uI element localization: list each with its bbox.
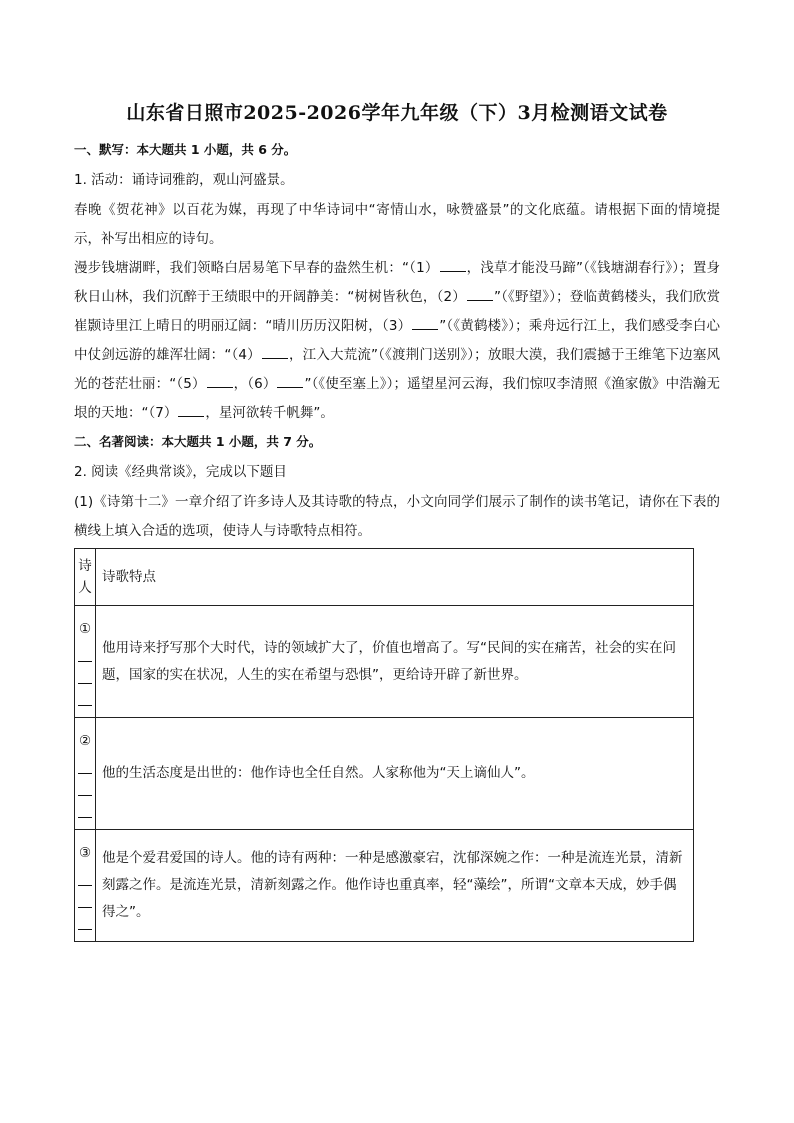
table-row [75, 606, 694, 718]
answer-blank-4[interactable] [262, 344, 288, 359]
row-number-3: ③ [78, 844, 92, 861]
answer-blank-7[interactable] [178, 402, 204, 417]
reading-notes-table [74, 548, 694, 942]
poet-answer-line[interactable] [78, 640, 92, 662]
row-number-2: ② [78, 732, 92, 749]
poet-cell-1 [75, 606, 96, 718]
header-feature-cell: 诗歌特点 [96, 549, 694, 606]
exam-page [74, 100, 720, 942]
passage-part-f: ，（6） [233, 376, 277, 392]
header-poet-char-1: 诗 [78, 558, 92, 574]
page-title: 山东省日照市2025-2026学年九年级（下）3月检测语文试卷 [126, 102, 668, 124]
feature-cell-3: 他是个爱君爱国的诗人。他的诗有两种：一种是感激豪宕，沈郁深婉之作：一种是流连光景，清新刻露之作。是流连光景，清新刻露之作。他作诗也重真率，轻“藻绘”，所谓“文章本天成，妙手偶得之”。 [96, 830, 694, 942]
section-2-heading: 二、名著阅读：本大题共 1 小题，共 7 分。 [74, 434, 322, 449]
passage-part-c: ”（《野望》）；登临黄鹤楼头，我们欣赏崔颢诗里江上晴日的明丽辽阔：“晴川历历汉阳树，（3） [74, 289, 720, 334]
passage-part-g: ”（《使至塞上》）；遥望星河云海，我们惊叹李清照《渔家傲》中浩瀚无垠的天地：“（7） [74, 376, 721, 421]
passage-part-e: ，江入大荒流”（《渡荆门送别》）；放眼大漠，我们震撼于王维笔下边塞风光的苍茫壮丽：“（5） [74, 347, 720, 392]
table-header-row [75, 549, 694, 606]
poet-answer-line[interactable] [78, 774, 92, 796]
poet-answer-line[interactable] [78, 886, 92, 908]
answer-blank-6[interactable] [277, 373, 303, 388]
poet-answer-line[interactable] [78, 752, 92, 774]
feature-cell-1: 他用诗来抒写那个大时代，诗的领域扩大了，价值也增高了。写“民间的实在痛苦，社会的实在问题，国家的实在状况，人生的实在希望与恐惧”，更给诗开辟了新世界。 [96, 606, 694, 718]
poet-answer-line[interactable] [78, 864, 92, 886]
feature-cell-2: 他的生活态度是出世的：他作诗也全任自然。人家称他为“天上谪仙人”。 [96, 718, 694, 830]
answer-blank-5[interactable] [207, 373, 233, 388]
table-row [75, 718, 694, 830]
poet-answer-line[interactable] [78, 796, 92, 818]
question-2-subquestion: (1)《诗第十二》一章介绍了许多诗人及其诗歌的特点，小文向同学们展示了制作的读书笔记，请你在下表的横线上填入合适的选项，使诗人与诗歌特点相符。 [74, 494, 720, 539]
poet-cell-2 [75, 718, 96, 830]
table-row [75, 830, 694, 942]
poet-answer-line[interactable] [78, 684, 92, 706]
question-1-intro: 春晚《贺花神》以百花为媒，再现了中华诗词中“寄情山水，咏赞盛景”的文化底蕴。请根据下面的情境提示，补写出相应的诗句。 [74, 202, 720, 247]
question-1-passage [74, 254, 720, 428]
passage-part-b: ，浅草才能没马蹄”（《钱塘湖春行》）；置身秋日山林，我们沉醉于王绩眼中的开阔静美：“树树皆秋色，（2） [74, 260, 720, 305]
poet-cell-3 [75, 830, 96, 942]
passage-part-h: ，星河欲转千帆舞”。 [205, 405, 334, 421]
row-number-1: ① [78, 620, 92, 637]
answer-blank-3[interactable] [412, 315, 438, 330]
answer-blank-1[interactable] [440, 257, 466, 272]
poet-answer-line[interactable] [78, 662, 92, 684]
question-1-head: 1. 活动：诵诗词雅韵，观山河盛景。 [74, 172, 294, 188]
passage-part-a: 漫步钱塘湖畔，我们领略白居易笔下早春的盎然生机：“（1） [74, 260, 439, 276]
answer-blank-2[interactable] [467, 286, 493, 301]
poet-answer-line[interactable] [78, 908, 92, 930]
passage-part-d: ”（《黄鹤楼》）；乘舟远行江上，我们感受李白心中仗剑远游的雄浑壮阔：“（4） [74, 318, 720, 363]
section-1-heading: 一、默写：本大题共 1 小题，共 6 分。 [74, 142, 297, 157]
question-2-head: 2. 阅读《经典常谈》，完成以下题目 [74, 464, 287, 480]
header-poet-char-2: 人 [78, 580, 92, 596]
header-poet-cell [75, 549, 96, 606]
